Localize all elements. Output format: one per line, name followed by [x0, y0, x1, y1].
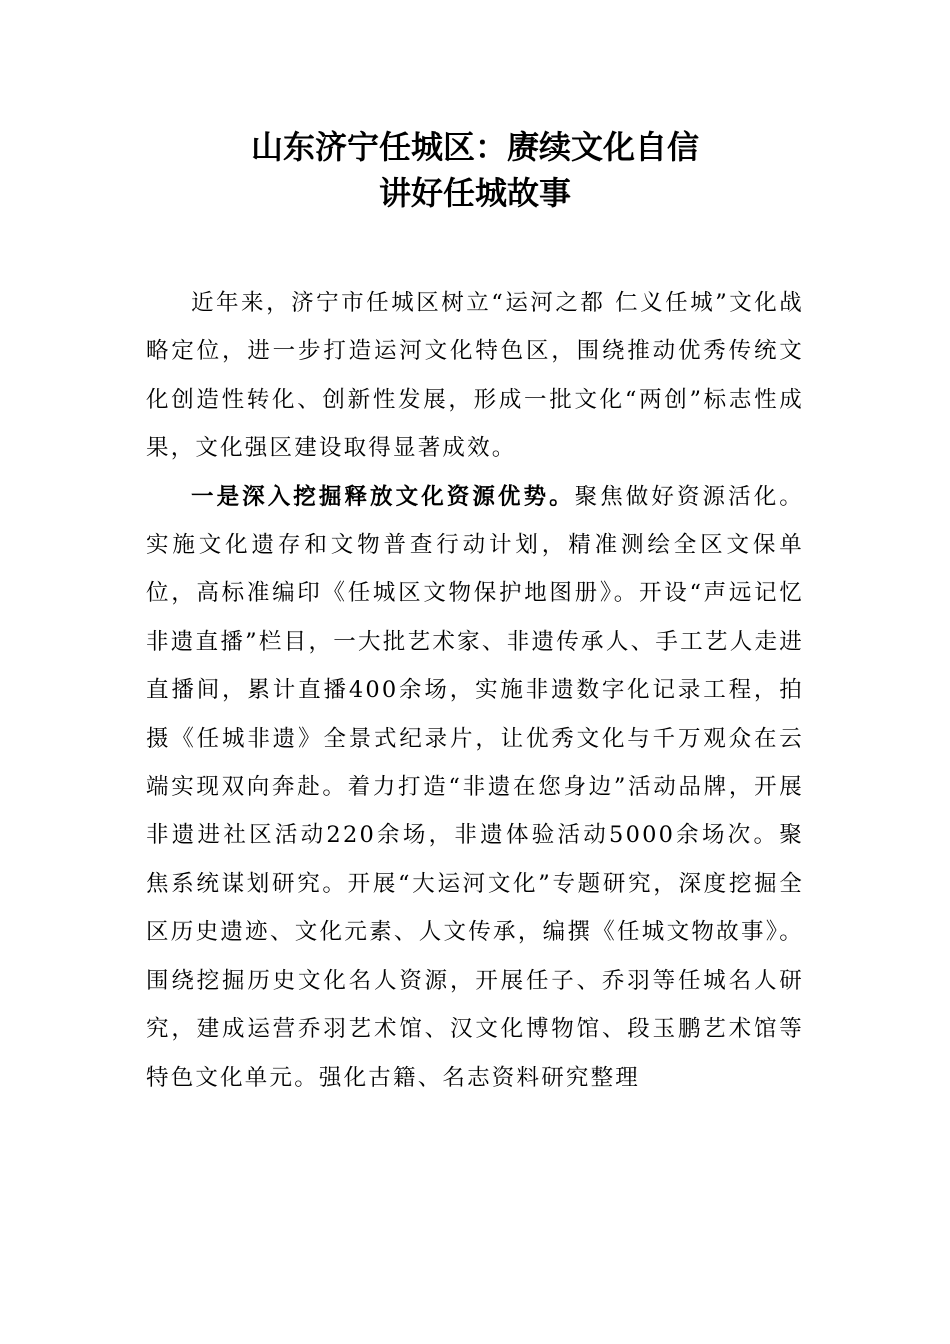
document-body	[146, 279, 804, 1102]
title-line-2: 讲好任城故事	[378, 174, 571, 212]
section-1-body: 聚焦做好资源活化。实施文化遗存和文物普查行动计划，精准测绘全区文保单位，高标准编印《任城区文物保护地图册》。开设“声远记忆 非遗直播”栏目，一大批艺术家、非遗传承人、手工艺人走进直播间，累计直播400余场，实施非遗数字化记录工程，拍摄《任城非遗》全景式纪录片，让优秀文化与千万观众在云端实现双向奔赴。着力打造“非遗在您身边”活动品牌，开展非遗进社区活动220余场，非遗体验活动5000余场次。聚焦系统谋划研究。开展“大运河文化”专题研究，深度挖掘全区历史遗迹、文化元素、人文传承，编撰《任城文物故事》。围绕挖掘历史文化名人资源，开展任子、乔羽等任城名人研究，建成运营乔羽艺术馆、汉文化博物馆、段玉鹏艺术馆等特色文化单元。强化古籍、名志资料研究整理	[146, 483, 804, 1091]
document-title	[0, 124, 950, 216]
section-1-lead: 一是深入挖掘释放文化资源优势。	[191, 483, 575, 510]
paragraph-intro: 近年来，济宁市任城区树立“运河之都 仁义任城”文化战略定位，进一步打造运河文化特色区，围绕推动优秀传统文化创造性转化、创新性发展，形成一批文化“两创”标志性成果，文化强区建设取得显著成效。	[146, 290, 804, 462]
paragraph-section-1	[146, 473, 804, 1102]
title-line-1: 山东济宁任城区：赓续文化自信	[250, 128, 699, 166]
